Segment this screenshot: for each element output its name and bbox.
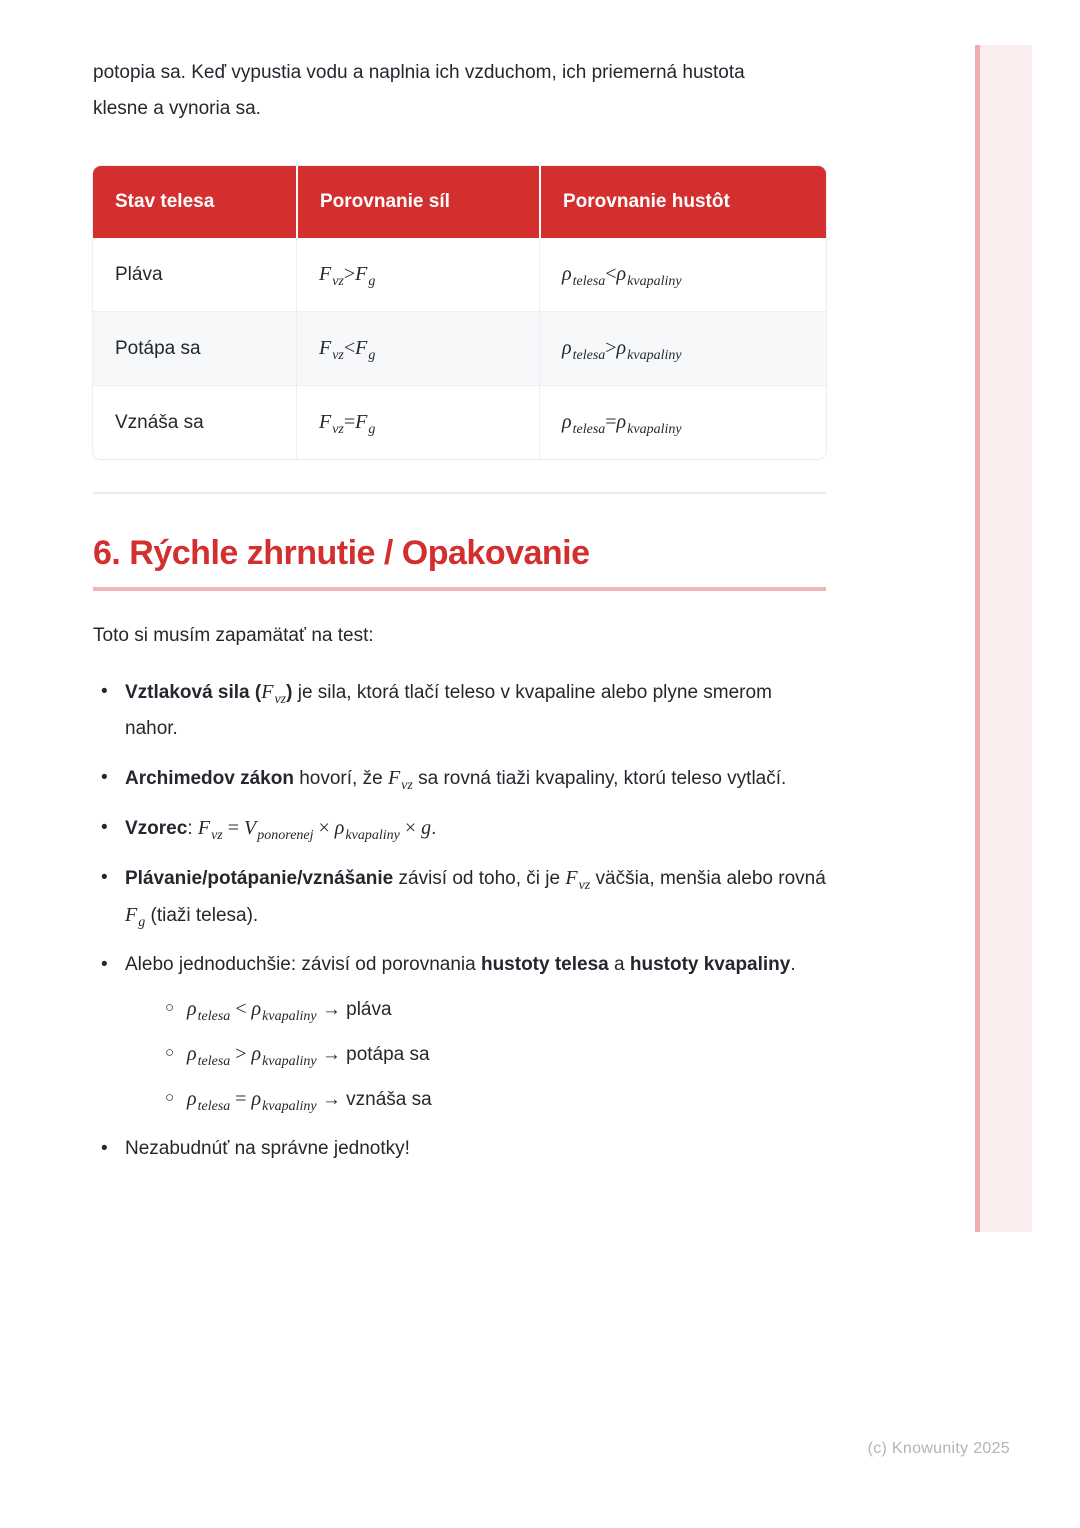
document-content [93,0,826,1167]
sublist-item [125,1081,826,1118]
bullet-icon: • [101,954,108,975]
list-item-text: Vzorec: $F_{vz} = V_{ponorenej} \times \rho_{kvapaliny} \times g$. [125,817,437,843]
title-underline [93,587,826,591]
bullet-icon: • [101,681,108,702]
page-edge-accent-strip [975,45,1032,1232]
sublist-item-text: $\rho_{telesa} = \rho_{kvapaliny}$ → vznáša sa [187,1088,432,1114]
table-header-state: Stav telesa [115,191,215,212]
list-item [93,1131,826,1167]
bullet-icon: • [101,1138,108,1159]
list-item [93,810,826,847]
bullet-icon: • [101,867,108,888]
state-cell: Potápa sa [115,337,201,359]
list-item [93,674,826,747]
sublist-item-text: $\rho_{telesa} < \rho_{kvapaliny}$ → pláva [187,998,392,1024]
section-title: 6. Rýchle zhrnutie / Opakovanie [93,534,590,572]
bullet-icon: • [101,817,108,838]
section-lead: Toto si musím zapamätať na test: [93,625,374,646]
table-header-row [93,166,826,238]
forces-cell: $F_{vz}$ = $F_g$ [296,386,539,459]
density-comparison-sublist [125,991,826,1118]
circle-bullet-icon: ○ [165,1044,175,1061]
table-header-forces: Porovnanie síl [296,166,539,238]
circle-bullet-icon: ○ [165,1089,175,1106]
sublist-item [125,991,826,1028]
circle-bullet-icon: ○ [165,999,175,1016]
sublist-item-text: $\rho_{telesa} > \rho_{kvapaliny}$ → potápa sa [187,1043,430,1069]
copyright-footer: (c) Knowunity 2025 [867,1440,1010,1457]
list-item [93,760,826,797]
section-divider [93,492,826,494]
state-cell: Vznáša sa [115,411,204,433]
summary-list [93,674,826,1167]
densities-cell: $\rho_{telesa}$ > $\rho_{kvapaliny}$ [539,312,826,385]
forces-cell: $F_{vz}$ > $F_g$ [296,238,539,311]
list-item-text: Nezabudnúť na správne jednotky! [125,1138,410,1159]
comparison-table [93,166,826,459]
table-row [93,385,826,459]
state-cell: Pláva [115,263,163,285]
bullet-icon: • [101,767,108,788]
forces-cell: $F_{vz}$ < $F_g$ [296,312,539,385]
list-item-text: Archimedov zákon hovorí, že $F_{vz}$ sa rovná tiaži kvapaliny, ktorú teleso vytlačí. [125,767,787,793]
densities-cell: $\rho_{telesa}$ < $\rho_{kvapaliny}$ [539,238,826,311]
list-item-text: Plávanie/potápanie/vznášanie závisí od toho, či je $F_{vz}$ väčšia, menšia alebo rovná $F_g$ (tiaži telesa). [125,867,826,930]
list-item-text: Alebo jednoduchšie: závisí od porovnania hustoty telesa a hustoty kvapaliny. [125,954,796,975]
list-item-text: Vztlaková sila $(F_{vz})$ je sila, ktorá tlačí teleso v kvapaline alebo plyne smerom nahor. [125,681,772,739]
intro-paragraph: potopia sa. Keď vypustia vodu a naplnia ich vzduchom, ich priemerná hustota klesne a vynoria sa. [93,62,745,119]
list-item [93,947,826,1118]
sublist-item [125,1036,826,1073]
densities-cell: $\rho_{telesa}$ = $\rho_{kvapaliny}$ [539,386,826,459]
table-row [93,238,826,311]
table-row [93,311,826,385]
table-header-densities: Porovnanie hustôt [539,166,826,238]
list-item [93,860,826,934]
